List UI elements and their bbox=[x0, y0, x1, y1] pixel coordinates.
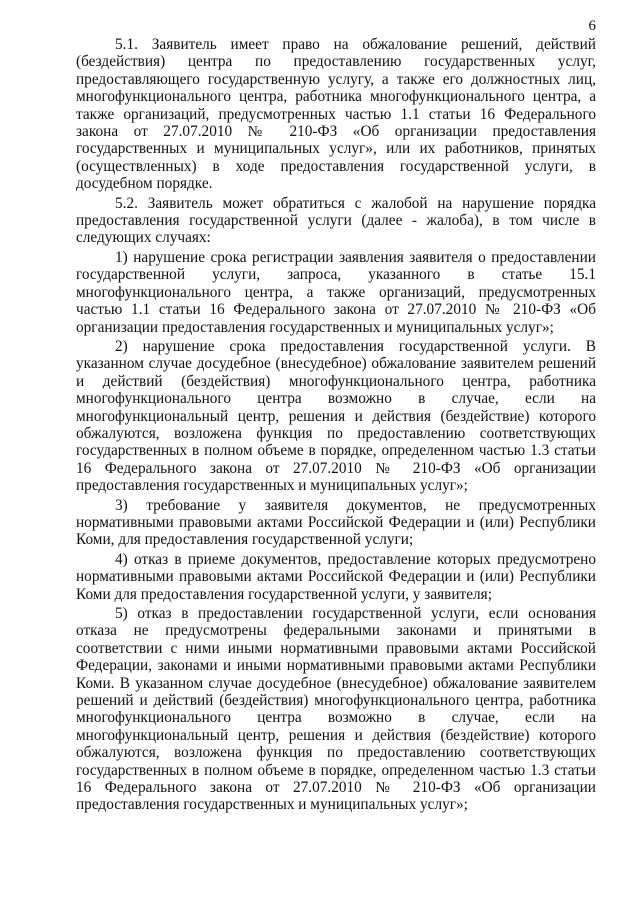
paragraph-5-1: 5.1. Заявитель имеет право на обжалование решений, действий (бездействия) центра по предоставлению государственных услуг, предоставляющего государственную услугу, а также его должностных лиц, многофункционального центра, работника многофункционального центра, а также организаций, предусмотренных частью 1.1 статьи 16 Федерального закона от 27.07.2010 № 210-ФЗ «Об организации предоставления государственных и муниципальных услуг», или их работников, принятых (осуществленных) в ходе предоставления государственной услуги, в досудебном порядке. bbox=[76, 36, 596, 193]
document-body bbox=[76, 36, 596, 816]
paragraph-5-2: 5.2. Заявитель может обратиться с жалобой на нарушение порядка предоставления государственной услуги (далее - жалоба), в том числе в следующих случаях: bbox=[76, 194, 596, 247]
list-item-1: 1) нарушение срока регистрации заявления заявителя о предоставлении государственной услуги, запроса, указанного в статье 15.1 многофункционального центра, а также организаций, предусмотренных частью 1.1 статьи 16 Федерального закона от 27.07.2010 № 210-ФЗ «Об организации предоставления государственных и муниципальных услуг»; bbox=[76, 248, 596, 336]
list-item-5: 5) отказ в предоставлении государственной услуги, если основания отказа не предусмотрены федеральными законами и принятыми в соответствии с ними иными нормативными правовыми актами Российской Федерации, законами и иными нормативными правовыми актами Республики Коми. В указанном случае досудебное (внесудебное) обжалование заявителем решений и действий (бездействия) многофункционального центра, работника многофункционального центра возможно в случае, если на многофункциональный центр, решения и действия (бездействие) которого обжалуются, возложена функция по предоставлению соответствующих государственных в полном объеме в порядке, определенном частью 1.3 статьи 16 Федерального закона от 27.07.2010 № 210-ФЗ «Об организации предоставления государственных и муниципальных услуг»; bbox=[76, 605, 596, 814]
list-item-3: 3) требование у заявителя документов, не предусмотренных нормативными правовыми актами Российской Федерации и (или) Республики Коми, для предоставления государственной услуги; bbox=[76, 496, 596, 549]
list-item-4: 4) отказ в приеме документов, предоставление которых предусмотрено нормативными правовыми актами Российской Федерации и (или) Республики Коми для предоставления государственной услуги, у заявителя; bbox=[76, 550, 596, 603]
page-number: 6 bbox=[588, 18, 596, 34]
list-item-2: 2) нарушение срока предоставления государственной услуги. В указанном случае досудебное (внесудебное) обжалование заявителем решений и действий (бездействия) многофункционального центра, работника многофункционального центра возможно в случае, если на многофункциональный центр, решения и действия (бездействие) которого обжалуются, возложена функция по предоставлению соответствующих государственных в полном объеме в порядке, определенном частью 1.3 статьи 16 Федерального закона от 27.07.2010 № 210-ФЗ «Об организации предоставления государственных и муниципальных услуг»; bbox=[76, 337, 596, 495]
